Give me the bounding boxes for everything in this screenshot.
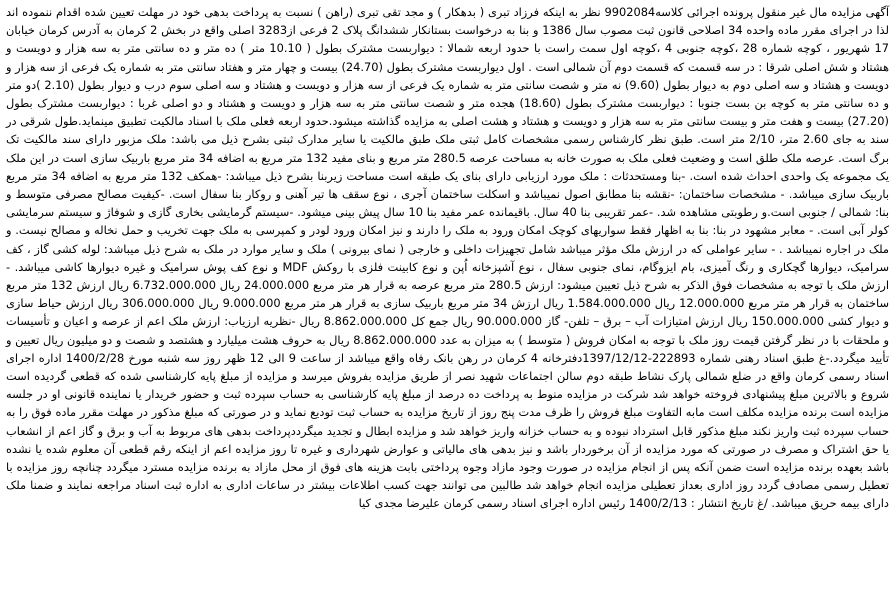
auction-notice-text: آگهی مزایده مال غیر منقول پرونده اجرائی کلاسه9902084 نظر به اینکه فرزاد تبری ( بدهکار ) و مجد تقی تبری (راهن ) نسبت به پرداخت بدهی خود در مهلت تعیین شده اقدام ننموده اند لذا در اجرای مقرر ماده واحده 34 اصلاحی قانون ثبت مصوب سال 1386 و بنا به درخواست بستانکار ششدانگ پلاک 2 فرعی از3283 اصلی واقع در بخش 2 کرمان به آدرس کرمان خیابان 17 شهریور ، کوچه شماره 28 ،کوچه جنوبی 4 ،کوچه اول سمت راست با حدود اربعه شمالا : دیواربست مشترک بطول ( 10.10 متر ) ده متر و ده سانتی متر به سه هزار و دویست و هشتاد و شش اصلی شرقا : در سه قسمت که قسمت دوم آن شمالی است . اول دیواربست مشترک بطول (24.70) بیست و چهار متر و هفتاد سانتی متر به شماره یک فرعی از سه هزار و دویست و هشتاد و سه اصلی دوم به دیوار بطول (9.60) نه متر و شصت سانتی متر به شماره یک فرعی از سه هزار و دویست و هشتاد و سه اصلی سوم درب و دیوار بطول (2.10 )دو متر و ده سانتی متر به کوچه بن بست جنوبا : دیواربست مشترک بطول (18.60) هجده متر و شصت سانتی متر به سه هزار و دویست و هشتاد و دو اصلی غربا : دیواربست مشترک بطول (27.20) بیست و هفت متر و بیست سانتی متر به سه هزار و دویست و هشتاد و هشت اصلی به مزایده گذاشته میشود.حدود اربعه فعلی ملک با اسناد مالکیت تطبیق مینماید.طول شرقی در سند به جای 2.60 متر، 2/10 متر است. طبق نظر کارشناس رسمی مشخصات کامل ثبتی ملک طبق مالکیت یا سایر مدارک ثبتی بشرح ذیل می باشد: ملک مزبور دارای سند مالکیت تک برگ است. عرصه ملک طلق است و وضعیت فعلی ملک به صورت خانه به مساحت عرصه 280.5 متر مربع و بنای مفید 132 متر مربع به اضافه 34 متر مربع باربیک سازی است در این ملک یک مجموعه یک واحدی احداث شده است. -بنا ومستحدثات : ملک مورد ارزیابی دارای بنای یک طبقه است مساحت زیربنا بشرح ذیل میباشد: -همکف 132 متر مربع به اضافه 34 متر مربع باربیک سازی میباشد. - مشخصات ساختمان: -نقشه بنا مطابق اصول نمیباشد و اسکلت ساختمان آجری ، نوع سقف ها تیر آهنی و روکار بنا سفال است. -کیفیت مصالح مصرفی متوسط و بنا: شمالی / جنوبی است.و رطوبتی مشاهده شد. -عمر تقریبی بنا 40 سال. باقیمانده عمر مفید بنا 10 سال پیش بینی میشود. -سیستم گرمایشی بخاری گازی و شوفاژ و سیستم سرمایشی کولر آبی است. - معابر مشهود در بنا: بنا به اظهار فقط سواریهای کوچک امکان ورود به ملک را دارند و نیز امکان ورود لودر و کمپرسی به ملک جهت تخریب و حمل نخاله و مصالح نیست. و ملک در اجاره نمیباشد . - سایر عواملی که در ارزش ملک مؤثر میباشد شامل تجهیزات داخلی و خارجی ( نمای بیرونی ) ملک و سایر موارد در ملک به شرح ذیل میباشد: لوله کشی گاز ، کف سرامیک، دیوارها گچکاری و رنگ آمیزی، بام ایزوگام، نمای جنوبی سفال ، نوع آشپزخانه اُپن و نوع کابینت فلزی با روکش MDF و نوع کف پوش سرامیک و غیره دیوارها کاشی میباشد. - ارزش ملک با توجه به مشخصات فوق الذکر به شرح ذیل تعیین میشود: ارزش 280.5 متر مربع عرصه به قرار هر متر مربع 24.000.000 ریال 6.732.000.000 ریال ارزش 132 متر مربع ساختمان به قرار هر متر مربع 12.000.000 ریال 1.584.000.000 ریال ارزش 34 متر مربع باربیک سازی به قرار هر متر مربع 9.000.000 ریال 306.000.000 ریال ارزش حیاط سازی و دیوار کشی 150.000.000 ریال ارزش امتیازات آب – برق – تلفن- گاز 90.000.000 ریال جمع کل 8.862.000.000 ریال -نظریه ارزیاب: ارزش ملک اعم از عرصه و اعیان و تأسیسات و ملحقات با در نظر گرفتن قیمت روز ملک با توجه به امکان فروش ( متوسط ) به میزان به عدد 8.862.000.000 ریال به حروف هشت میلیارد و هشتصد و شصت و دو میلیون ریال تعیین و تأیید میگردد.-غ طبق اسناد رهنی شماره 222893-1397/12/12دفترخانه 4 کرمان در رهن بانک رفاه واقع میباشد از ساعت 9 الی 12 ظهر روز سه شنبه مورخ 1400/2/28 اداره اجرای اسناد رسمی کرمان واقع در ضلع شمالی پارک نشاط طبقه دوم سالن اجتماعات شهید نصر از طریق مزایده بفروش میرسد و مزایده از مبلغ پایه کارشناسی شده که قطعی گردیده است شروع و بالاترین مبلغ پیشنهادی فروخته خواهد شد شرکت در مزایده منوط به پرداخت ده درصد از مبلغ پایه کارشناسی به حساب سپرده ثبت و حضور خریدار یا نماینده قانونی او در جلسه مزایده است برنده مزایده مکلف است مابه التفاوت مبلغ فروش را ظرف مدت پنج روز از تاریخ مزایده به حساب ثبت تودیع نماید و در صورتی که مبلغ مذکور در مهلت مقرر ماده فوق را به حساب سپرده ثبت واریز نکند مبلغ مذکور قابل استرداد نبوده و به حساب خزانه واریز خواهد شد و مزایده ابطال و تجدید میگرددپرداخت بدهی های مربوط به آب و برق و گاز اعم از انشعاب یا حق اشتراک و مصرف در صورتی که مورد مزایده از آن برخوردار باشد و نیز بدهی های مالیاتی و عوارض شهرداری و غیره تا روز مزایده اعم از اینکه رقم قطعی آن معلوم شده یا نشده باشد بعهده برنده مزایده است ضمن آنکه پس از انجام مزایده در صورت وجود مازاد وجوه پرداختی بابت هزینه های فوق از محل مازاد به برنده مزایده مسترد میگردد چنانچه روز مزایده با تعطیل رسمی مصادف گردد روز اداری بعداز تعطیلی مزایده انجام خواهد شد طالبین می توانند جهت کسب اطلاعات بیشتر در ساعات اداری به اداره ثبت اسناد مراجعه نمایند و ضمنا ملک دارای بیمه حریق میباشد. /غ تاریخ انتشار : 1400/2/13 رئیس اداره اجرای اسناد رسمی کرمان علیرضا مجدی کیا	[6, 5, 890, 511]
